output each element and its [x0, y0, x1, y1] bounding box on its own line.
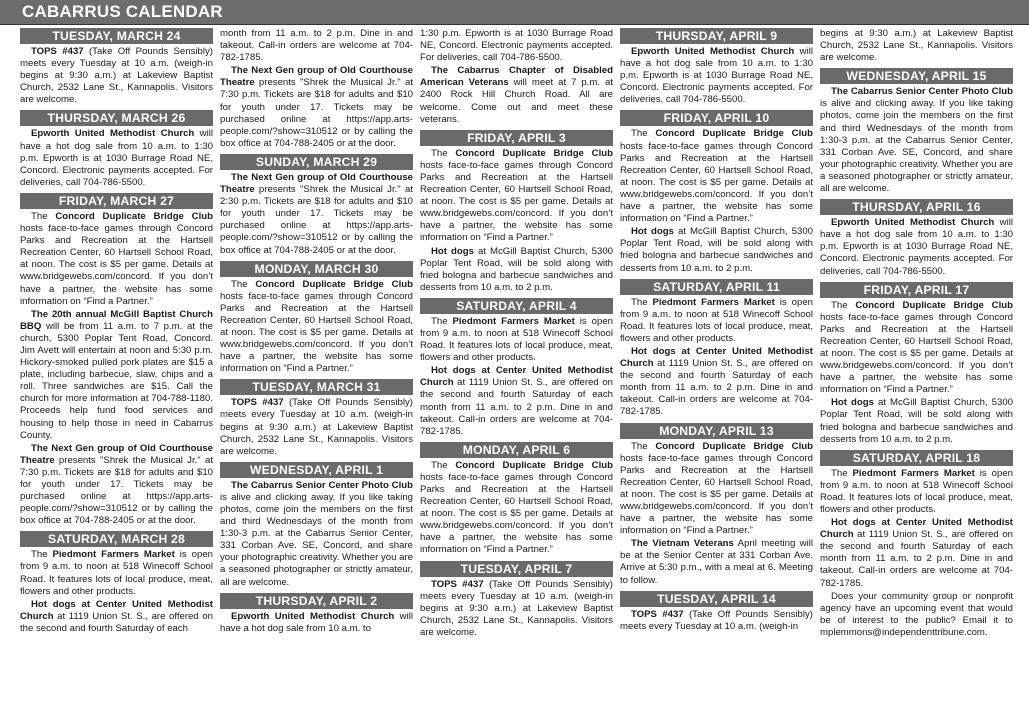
event-details: hosts face-to-face games through Concord Parks and Recreation at the Hartsell Recreation Center, 60 Hartsell School Road, at noon. The cost is $5 per game. Details at www.bridgewebs.com/concord. If you don’t have a partner, the website has some information on “Find a Partner.” [20, 223, 213, 307]
event-item [820, 217, 1013, 277]
event-details: Does your community group or nonprofit agency have an upcoming event that would be of interest to the public? Email it to mplemmons@independenttribune.com. [820, 590, 1013, 638]
date-header: THURSDAY, MARCH 26 [20, 110, 213, 126]
event-item [420, 65, 613, 125]
event-details: begins at 9:30 a.m.) at Lakeview Baptist Church, 2532 Lane St., Kannapolis. Visitors are welcome. [820, 28, 1013, 64]
event-name: Concord Duplicate Bridge Club [655, 128, 813, 140]
date-header: SATURDAY, MARCH 28 [20, 531, 213, 547]
event-name: TOPS #437 [631, 608, 684, 620]
event-item [620, 441, 813, 538]
event-item [420, 246, 613, 294]
masthead [0, 0, 1029, 25]
event-details: at 1119 Union St. S., are offered on the second and fourth Saturday of each month from 11 a.m. to 2 p.m. Dine in and takeout. Call-in orders are welcome at 704-782-1785. [420, 377, 613, 437]
event-prefix: The [31, 549, 53, 561]
event-item [220, 279, 413, 376]
event-details: hosts face-to-face games through Concord Parks and Recreation at the Hartsell Recreation Center, 60 Hartsell School Road, at noon. The cost is $5 per game. Details at www.bridgewebs.com/concord. If you don’t have a partner, the website has some information on “Find a Partner.” [620, 452, 813, 537]
event-details: will have a hot dog sale from 10 a.m. to [220, 610, 413, 634]
event-name: Hot dogs at Center United Methodist Church [620, 345, 813, 370]
event-name: Piedmont Farmers Market [52, 549, 175, 561]
event-continuation [220, 28, 413, 64]
calendar-column-1 [20, 28, 213, 701]
event-details: (Take Off Pounds Sensibly) meets every Tuesday at 10 a.m. (weigh-in begins at 9:30 a.m.) at Lakeview Baptist Church, 2532 Lane St., Kannapolis. Visitors are welcome. [220, 397, 413, 457]
event-details: is alive and clicking away. If you like taking photos, come join the members on the first and third Wednesdays of the month from 1:30-3 p.m. at the Cabarrus Senior Center, 331 Corban Ave. SE, Concord, and share your photographic creativity. Whether you are a seasoned photographer or strictly amateur, all are welcome. [820, 98, 1013, 195]
event-details: (Take Off Pounds Sensibly) meets every Tuesday at 10 a.m. (weigh-in begins at 9:30 a.m.) at Lakeview Baptist Church, 2532 Lane St., Kannapolis. Visitors are welcome. [20, 46, 213, 106]
event-name: Concord Duplicate Bridge Club [455, 459, 613, 471]
date-header: TUESDAY, MARCH 31 [220, 379, 413, 395]
event-name: Hot dogs at Center United Methodist Church [820, 517, 1013, 541]
event-prefix: The [431, 315, 453, 327]
event-prefix: The [631, 440, 656, 452]
event-item [220, 397, 413, 457]
date-header: SATURDAY, APRIL 11 [620, 279, 813, 295]
event-name: The Cabarrus Senior Center Photo Club [231, 479, 413, 491]
event-name: Concord Duplicate Bridge Club [655, 440, 813, 452]
event-details: will have a hot dog sale from 10 a.m. to 1:30 p.m. Epworth is at 1030 Burrage Road NE, Concord. Electronic payments accepted. For deliveries, call 704-786-5500. [620, 46, 813, 106]
event-name: Concord Duplicate Bridge Club [55, 210, 213, 222]
event-details: at 1119 Union St. S., are offered on the second and fourth Saturday of each [20, 610, 213, 634]
event-item [820, 468, 1013, 516]
event-name: TOPS #437 [31, 46, 84, 57]
event-name: Hot dogs at Center United Methodist Church [20, 598, 213, 622]
event-details: 1:30 p.m. Epworth is at 1030 Burrage Road NE, Concord. Electronic payments accepted. For deliveries, call 704-786-5500. [420, 28, 613, 64]
event-name: Hot dogs [431, 245, 474, 257]
event-details: hosts face-to-face games through Concord Parks and Recreation at the Hartsell Recreation Center, 60 Hartsell School Road, at noon. The cost is $5 per game. Details at www.bridgewebs.com/concord. If you don’t have a partner, the website has some information on “Find a Partner.” [220, 290, 413, 375]
date-header: THURSDAY, APRIL 16 [820, 199, 1013, 215]
event-details: April meeting will be at the Senior Center at 331 Corban Ave. Arrive at 5:30 p.m., with a meal at 6. Meeting to follow. [620, 538, 813, 586]
event-details: will have a hot dog sale from 10 a.m. to 1:30 p.m. Epworth is at 1030 Burrage Road NE, Concord. Electronic payments accepted. For deliveries, call 704-786-5500. [20, 128, 213, 188]
event-item [820, 300, 1013, 397]
date-header: WEDNESDAY, APRIL 1 [220, 462, 413, 478]
date-header: THURSDAY, APRIL 9 [620, 28, 813, 44]
event-details: at 1119 Union St. S., are offered on the second and fourth Saturday of each month from 11 a.m. to 2 p.m. Dine in and takeout. Call-in orders are welcome at 704-782-1785. [820, 529, 1013, 589]
event-prefix: The [431, 147, 456, 159]
event-name: TOPS #437 [431, 578, 484, 590]
event-item [20, 309, 213, 442]
date-header: THURSDAY, APRIL 2 [220, 593, 413, 609]
date-header: WEDNESDAY, APRIL 15 [820, 68, 1013, 84]
event-item [820, 517, 1013, 590]
date-header: TUESDAY, APRIL 7 [420, 561, 613, 577]
event-name: Piedmont Farmers Market [852, 467, 975, 479]
event-prefix: The [31, 210, 56, 222]
event-details: hosts face-to-face games through Concord Parks and Recreation at the Hartsell Recreation Center, 60 Hartsell School Road, at noon. The cost is $5 per game. Details at www.bridgewebs.com/concord. If you don’t have a partner, the website has some information on “Find a Partner.” [820, 311, 1013, 396]
calendar-column-4 [620, 28, 813, 701]
event-item [20, 46, 213, 106]
event-name: Hot dogs at Center United Methodist Church [420, 365, 613, 389]
event-name: Epworth United Methodist Church [231, 610, 395, 622]
event-item [420, 579, 613, 639]
event-prefix: The [631, 296, 653, 308]
event-details: (Take Off Pounds Sensibly) meets every Tuesday at 10 a.m. (weigh-in [620, 608, 813, 632]
event-details: presents "Shrek the Musical Jr." at 2:30 p.m. Tickets are $18 for adults and $10 for youth under 17. Tickets may be purchased online at https://app.arts-people.com/?show=310512 or by calling the box office at 704-788-2405 or at the door. [220, 184, 413, 256]
calendar-column-2 [220, 28, 413, 701]
event-item [620, 226, 813, 274]
event-name: Piedmont Farmers Market [452, 315, 575, 327]
event-name: The Next Gen group of Old Courthouse Theatre [220, 171, 413, 196]
event-details: is alive and clicking away. If you like taking photos, come join the members on the first and third Wednesdays of the month from 1:30-3 p.m. at the Cabarrus Senior Center, 331 Corban Ave. SE, Concord, and share your photographic creativity. Whether you are a seasoned photographer or strictly amateur, all are welcome. [220, 491, 413, 588]
event-details: at 1119 Union St. S., are offered on the second and fourth Saturday of each month from 11 a.m. to 2 p.m. Dine in and takeout. Call-in orders are welcome at 704-782-1785. [620, 358, 813, 418]
event-item [420, 148, 613, 245]
event-name: Epworth United Methodist Church [631, 46, 795, 57]
event-name: The Next Gen group of Old Courthouse Theatre [220, 65, 413, 89]
event-item [820, 86, 1013, 195]
event-prefix: The [431, 459, 456, 471]
event-details: (Take Off Pounds Sensibly) meets every Tuesday at 10 a.m. (weigh-in begins at 9:30 a.m.) at Lakeview Baptist Church, 2532 Lane St., Kannapolis. Visitors are welcome. [420, 578, 613, 638]
event-prefix: The [631, 128, 656, 140]
date-header: MONDAY, APRIL 13 [620, 423, 813, 439]
event-prefix: The [831, 467, 853, 479]
event-name: Piedmont Farmers Market [652, 296, 775, 308]
event-details: at McGill Baptist Church, 5300 Poplar Tent Road, will be sold along with fried bologna and barbecue sandwiches and desserts from 10 a.m. to 2 p.m. [420, 245, 613, 293]
event-name: Concord Duplicate Bridge Club [455, 147, 613, 159]
event-details: is open from 9 a.m. to noon at 518 Winecoff School Road. It features lots of local produce, meat, flowers and other products. [820, 467, 1013, 515]
event-details: presents "Shrek the Musical Jr." at 7:30 p.m. Tickets are $18 for adults and $10 for youth under 17. Tickets may be purchased online at https://app.arts-people.com/?show=310512 or by calling the box office at 704-788-2405 or at the door. [20, 454, 213, 527]
date-header: FRIDAY, MARCH 27 [20, 193, 213, 209]
date-header: SATURDAY, APRIL 4 [420, 298, 613, 314]
event-details: is open from 9 a.m. to noon at 518 Winecoff School Road. It features lots of local produce, meat, flowers and other products. [420, 315, 613, 364]
event-prefix: The [231, 278, 256, 290]
event-name: Hot dogs [631, 226, 674, 238]
event-details: at McGill Baptist Church, 5300 Poplar Tent Road, will be sold along with fried bologna and barbecue sandwiches and desserts from 10 a.m. to 2 p.m. [820, 397, 1013, 445]
event-item [820, 397, 1013, 445]
event-item [220, 480, 413, 589]
event-details: month from 11 a.m. to 2 p.m. Dine in and takeout. Call-in orders are welcome at 704-782-1785. [220, 28, 413, 64]
event-details: is open from 9 a.m. to noon at 518 Winecoff School Road. It features lots of local produce, meat, flowers and other products. [620, 296, 813, 344]
event-item [420, 316, 613, 364]
event-item [20, 599, 213, 635]
event-details: hosts face-to-face games through Concord Parks and Recreation at the Hartsell Recreation Center, 60 Hartsell School Road, at noon. The cost is $5 per game. Details at www.bridgewebs.com/concord. If you don’t have a partner, the website has some information on “Find a Partner.” [420, 159, 613, 244]
event-name: The Vietnam Veterans [631, 538, 734, 550]
event-details: will be from 11 a.m. to 7 p.m. at the church, 5300 Poplar Tent Road, Concord. Jim Avett will entertain at noon and 5:30 p.m. Hickory-smoked pulled pork plates are $15 a plate, including barbecue, slaw, chips and a roll. Three sandwiches are $15. Call the church for more information at 704-788-1180. Proceeds help fund food services and housing to help those in need in Cabarrus County. [20, 320, 213, 441]
event-continuation [420, 28, 613, 64]
event-name: Epworth United Methodist Church [831, 217, 995, 229]
event-item [620, 128, 813, 225]
event-name: Concord Duplicate Bridge Club [855, 299, 1013, 311]
event-prefix: The [831, 299, 856, 311]
event-details: hosts face-to-face games through Concord Parks and Recreation at the Hartsell Recreation Center, 60 Hartsell School Road, at noon. The cost is $5 per game. Details at www.bridgewebs.com/concord. If you don’t have a partner, the website has some information on “Find a Partner.” [420, 471, 613, 556]
event-name: Epworth United Methodist Church [31, 128, 195, 140]
event-name: Hot dogs [831, 397, 874, 409]
event-name: The 20th annual McGill Baptist Church BBQ [20, 308, 213, 332]
event-name: The Cabarrus Senior Center Photo Club [831, 86, 1013, 98]
event-name: Concord Duplicate Bridge Club [255, 278, 413, 290]
event-item [420, 460, 613, 557]
event-name: The Next Gen group of Old Courthouse Theatre [20, 442, 213, 466]
date-header: MONDAY, APRIL 6 [420, 442, 613, 458]
date-header: FRIDAY, APRIL 10 [620, 110, 813, 126]
date-header: FRIDAY, APRIL 3 [420, 130, 613, 146]
date-header: SATURDAY, APRIL 18 [820, 450, 1013, 466]
event-name: The Cabarrus Chapter of Disabled American Veterans [420, 65, 613, 89]
event-details: hosts face-to-face games through Concord Parks and Recreation at the Hartsell Recreation Center, 60 Hartsell School Road, at noon. The cost is $5 per game. Details at www.bridgewebs.com/concord. If you don’t have a partner, the website has some information on “Find a Partner.” [620, 140, 813, 225]
event-item [20, 211, 213, 308]
date-header: TUESDAY, MARCH 24 [20, 28, 213, 44]
event-details: presents "Shrek the Musical Jr." at 7:30 p.m. Tickets are $18 for adults and $10 for youth under 17. Tickets may be purchased online at https://app.arts-people.com/?show=310512 or by calling the box office at 704-788-2405 or at the door. [220, 77, 413, 149]
event-details: will have a hot dog sale from 10 a.m. to 1:30 p.m. Epworth is at 1030 Burrage Road NE, Concord. Electronic payments accepted. For deliveries, call 704-786-5500. [820, 217, 1013, 277]
date-header: FRIDAY, APRIL 17 [820, 282, 1013, 298]
event-item [220, 65, 413, 150]
event-item [620, 346, 813, 419]
event-item [420, 365, 613, 438]
page-title: CABARRUS CALENDAR [22, 2, 223, 21]
event-item [220, 611, 413, 635]
calendar-column-3 [420, 28, 613, 701]
event-continuation [820, 28, 1013, 64]
event-item [620, 297, 813, 345]
event-item [20, 128, 213, 188]
event-item [620, 46, 813, 106]
event-item [220, 172, 413, 257]
date-header: SUNDAY, MARCH 29 [220, 154, 413, 170]
event-name: TOPS #437 [231, 397, 284, 409]
event-item [20, 443, 213, 528]
event-item [620, 538, 813, 586]
event-item [820, 591, 1013, 639]
date-header: MONDAY, MARCH 30 [220, 261, 413, 277]
date-header: TUESDAY, APRIL 14 [620, 591, 813, 607]
calendar-column-5 [820, 28, 1013, 701]
event-details: is open from 9 a.m. to noon at 518 Winecoff School Road. It features lots of local produce, meat, flowers and other products. [20, 549, 213, 597]
event-item [620, 609, 813, 633]
event-item [20, 549, 213, 597]
event-details: at McGill Baptist Church, 5300 Poplar Tent Road, will be sold along with fried bologna and barbecue sandwiches and desserts from 10 a.m. to 2 p.m. [620, 226, 813, 274]
event-details: will meet at 7 p.m. at 2400 Rock Hill Church Road. All are welcome. Come out and meet these veterans. [420, 77, 613, 125]
